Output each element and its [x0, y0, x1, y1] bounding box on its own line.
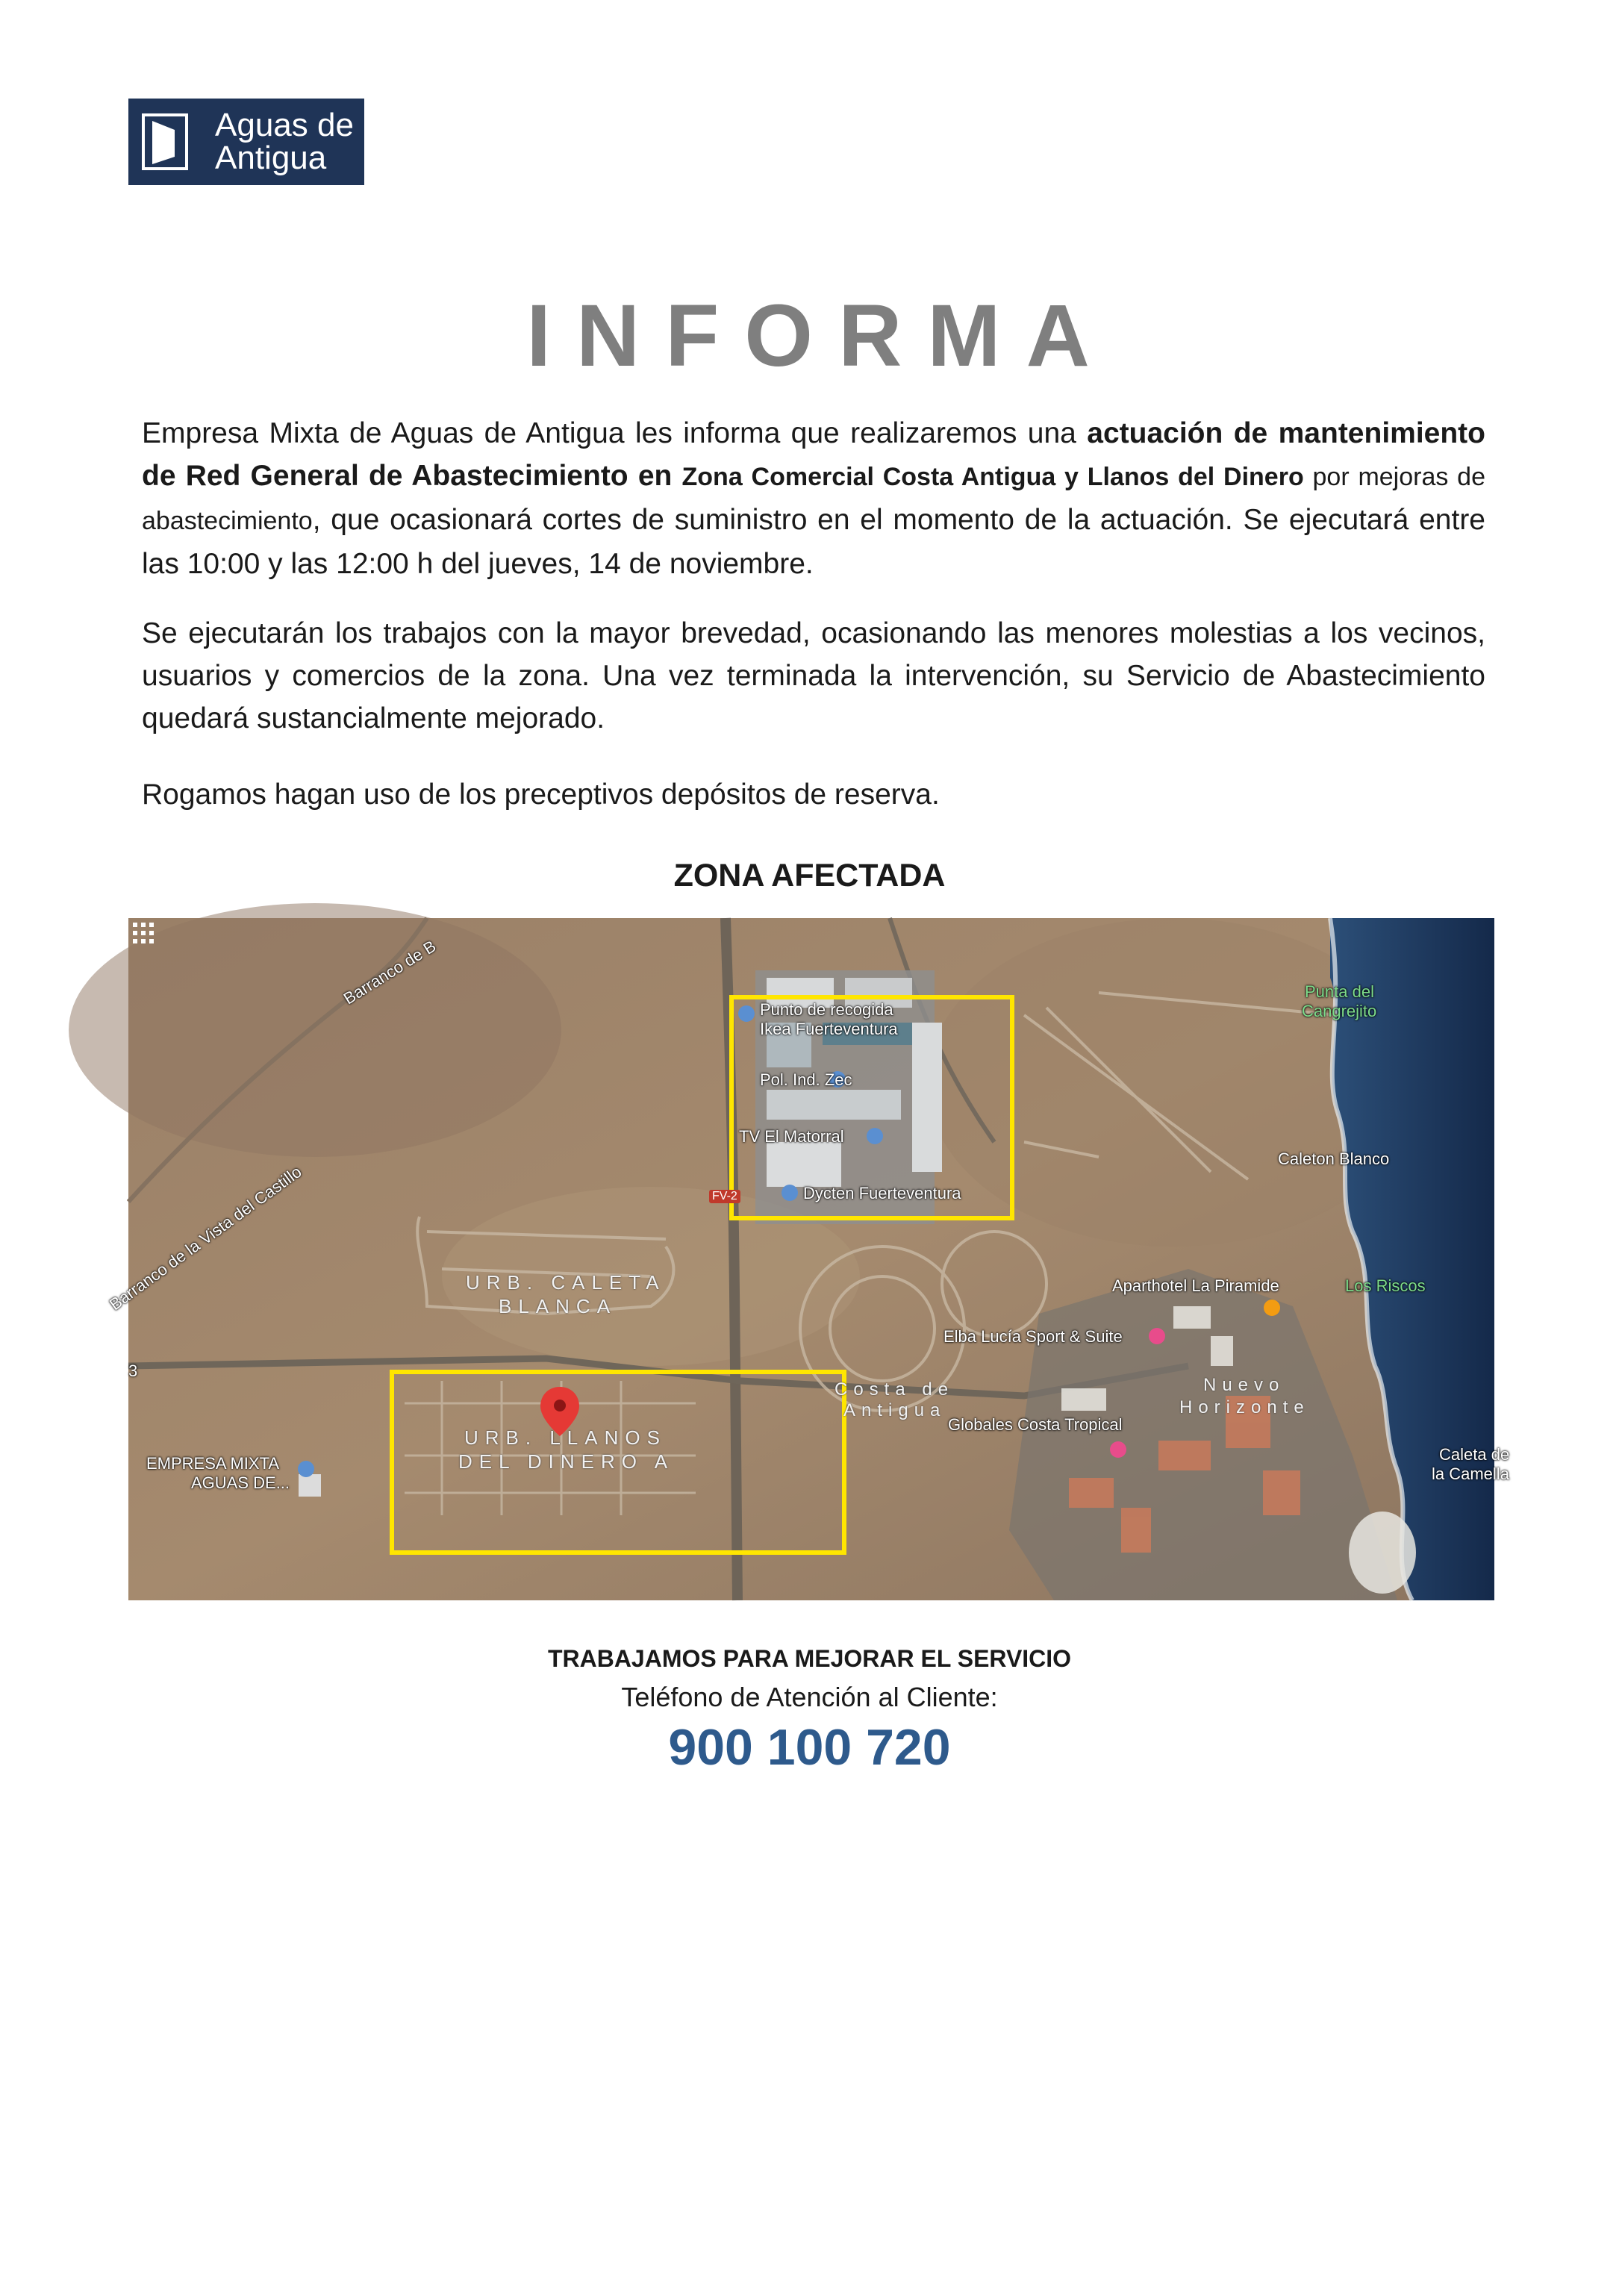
map-label-empresa-2: AGUAS DE... [191, 1473, 290, 1492]
map-label-dycten: Dycten Fuerteventura [803, 1184, 961, 1202]
map-label-punta: Punta del [1305, 982, 1374, 1001]
affected-zone-map [106, 918, 1510, 1600]
map-label-punto: Punto de recogida [760, 1000, 893, 1019]
map-label-nuevo-1: Nuevo [1203, 1375, 1285, 1395]
logo-line-1: Aguas de [215, 107, 354, 143]
map-road-fv2: FV-2 [709, 1190, 740, 1203]
p1-text-3: abastecimiento [142, 507, 313, 535]
p1-text-1: Empresa Mixta de Aguas de Antigua les informa que realizaremos una [142, 417, 1088, 449]
logo-door-icon [142, 113, 188, 170]
notice-paragraph-3: Rogamos hagan uso de los preceptivos depósitos de reserva. [142, 779, 940, 811]
map-label-costa-2: Antigua [843, 1400, 946, 1420]
apps-grid-icon[interactable] [128, 918, 158, 948]
map-label-empresa-1: EMPRESA MIXTA [146, 1454, 280, 1473]
p1-bold-1: actuación de mantenimiento de Red General de Abastecimiento en [142, 417, 1485, 492]
footer-phone-label: Teléfono de Atención al Cliente: [621, 1682, 998, 1712]
page-title: INFORMA [526, 287, 1115, 385]
map-label-urb-caleta-1: URB. CALETA [466, 1271, 666, 1294]
map-label-caleta-2: la Camella [1432, 1464, 1509, 1483]
map-label-caleton: Caleton Blanco [1278, 1149, 1390, 1168]
map-label-urb-llanos-2: DEL DINERO A [458, 1450, 675, 1473]
logo-wordmark [215, 109, 354, 175]
zone-title: ZONA AFECTADA [673, 858, 946, 893]
map-label-cangrejito: Cangrejito [1302, 1002, 1377, 1020]
footer-slogan: TRABAJAMOS PARA MEJORAR EL SERVICIO [547, 1645, 1072, 1672]
map-label-tv-matorral: TV El Matorral [739, 1127, 844, 1146]
p1-text-2: por mejoras de [1303, 463, 1485, 491]
map-label-edge: 3 [128, 1361, 138, 1380]
notice-paragraph-2: Se ejecutarán los trabajos con la mayor brevedad, ocasionando las menores molestias a los vecinos, usuarios y comercios de la zona. Una vez terminada la intervención, su Servicio de Abastecimiento quedará sustancialmente mejorado. [142, 617, 1485, 734]
map-label-urb-llanos-1: URB. LLANOS [464, 1426, 667, 1449]
map-label-los-riscos: Los Riscos [1345, 1276, 1426, 1295]
map-label-barranco-top: Barranco de B [340, 936, 440, 1008]
logo-line-2: Antigua [215, 140, 327, 176]
footer-phone-number[interactable]: 900 100 720 [668, 1719, 951, 1776]
map-label-aparthotel: Aparthotel La Piramide [1112, 1276, 1279, 1295]
company-logo [128, 99, 364, 185]
map-label-ikea: Ikea Fuerteventura [760, 1020, 898, 1038]
map-label-barranco-left: Barranco de la Vista del Castillo [106, 1161, 305, 1314]
map-label-urb-caleta-2: BLANCA [499, 1295, 617, 1317]
map-label-caleta-1: Caleta de [1439, 1445, 1510, 1464]
map-label-elba: Elba Lucía Sport & Suite [943, 1327, 1123, 1346]
map-label-costa-1: Costa de [835, 1379, 955, 1400]
map-label-nuevo-2: Horizonte [1179, 1397, 1310, 1417]
map-label-globales: Globales Costa Tropical [948, 1415, 1123, 1434]
notice-paragraph-1 [142, 412, 1485, 585]
p1-text-4: , que ocasionará cortes de suministro en el momento de la actuación. Se ejecutará entre las 10:00 y las 12:00 h del jueves, 14 de noviembre. [142, 504, 1485, 580]
p1-bold-zone: Zona Comercial Costa Antigua y Llanos del Dinero [681, 463, 1304, 491]
map-label-pol-ind: Pol. Ind. Zec [760, 1070, 852, 1089]
